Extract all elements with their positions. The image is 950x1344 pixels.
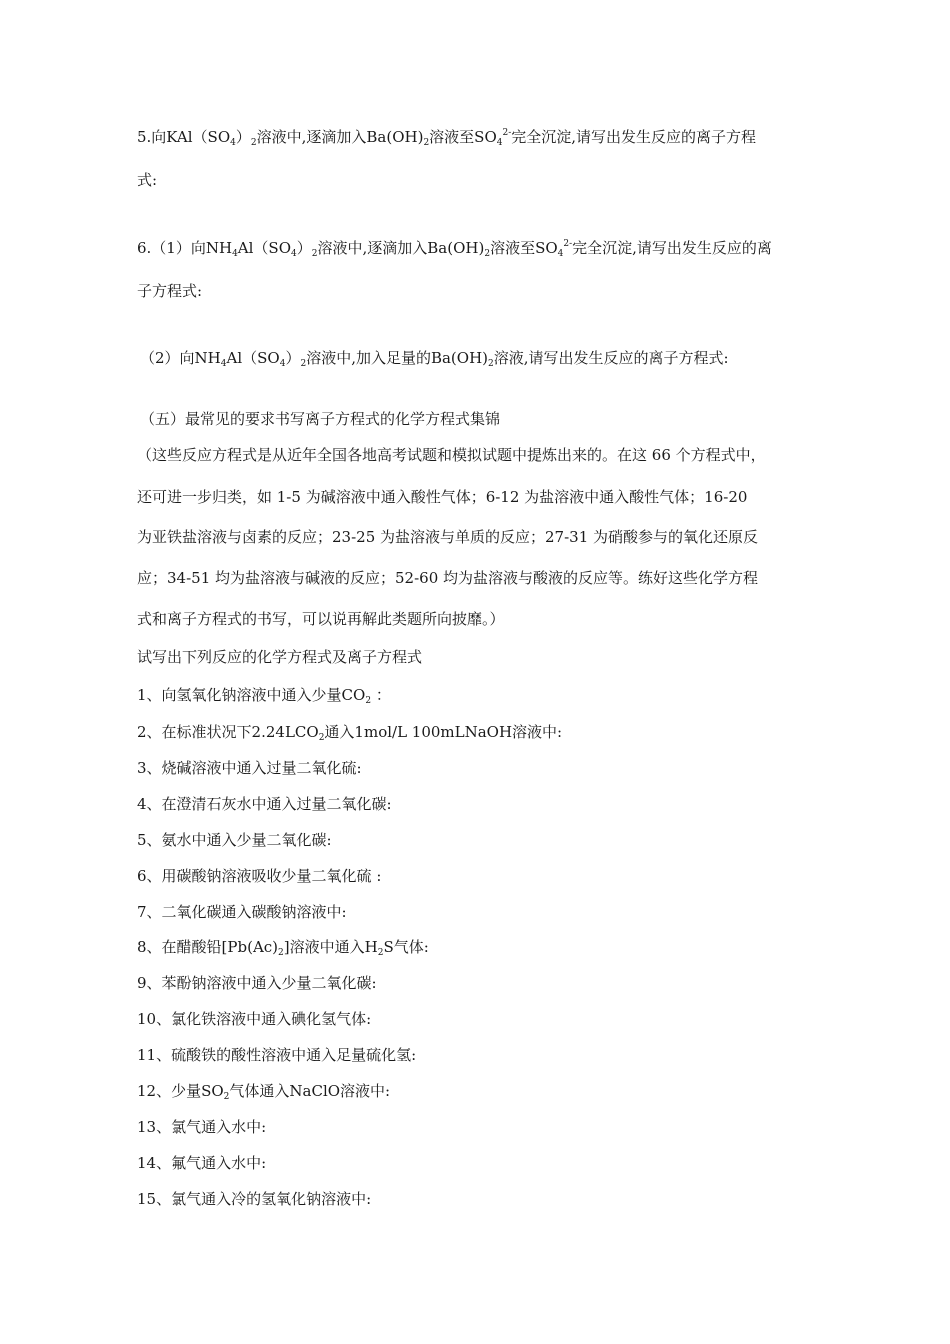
text: 溶液至SO xyxy=(429,128,497,146)
subscript: 2 xyxy=(318,733,325,742)
text: （2）向NH xyxy=(140,349,221,367)
subscript: 4 xyxy=(279,359,286,368)
text: ]溶液中通入H xyxy=(283,938,378,956)
text: 通入1mol/L 100mLNaOH溶液中: xyxy=(324,723,563,741)
item-1 xyxy=(137,685,827,705)
item-10: 10、氯化铁溶液中通入碘化氢气体: xyxy=(137,1010,372,1028)
item-3: 3、烧碱溶液中通入过量二氧化硫: xyxy=(137,759,362,777)
item-8 xyxy=(137,937,827,957)
text: 5.向KAl（SO xyxy=(137,128,231,146)
item-11: 11、硫酸铁的酸性溶液中通入足量硫化氢: xyxy=(137,1046,417,1064)
text: ） xyxy=(235,128,251,146)
subscript: 2 xyxy=(423,138,430,147)
text: ： xyxy=(371,686,391,704)
text: Al（SO xyxy=(237,239,292,257)
text: ） xyxy=(285,349,301,367)
text: 完全沉淀,请写出发生反应的离 xyxy=(572,239,772,257)
subscript: 2 xyxy=(300,359,307,368)
item-5: 5、氨水中通入少量二氧化碳: xyxy=(137,831,332,849)
intro-line-4: 应；34-51 均为盐溶液与碱液的反应；52-60 均为盐溶液与酸液的反应等。练好这些化学方程 xyxy=(137,569,759,587)
text: 2、在标准状况下2.24LCO xyxy=(137,723,319,741)
instruction: 试写出下列反应的化学方程式及离子方程式 xyxy=(137,648,423,666)
text: 6.（1）向NH xyxy=(137,239,233,257)
intro-line-3: 为亚铁盐溶液与卤素的反应；23-25 为盐溶液与单质的反应；27-31 为硝酸参与的氧化还原反 xyxy=(137,528,759,546)
intro-line-5: 式和离子方程式的书写，可以说再解此类题所向披靡。） xyxy=(137,610,505,628)
subscript: 4 xyxy=(220,359,227,368)
question-5-line-1 xyxy=(137,127,827,147)
item-15: 15、氯气通入冷的氢氧化钠溶液中: xyxy=(137,1190,372,1208)
subscript: 2 xyxy=(488,359,494,368)
subscript: 2 xyxy=(311,249,318,258)
text: ） xyxy=(296,239,312,257)
item-2 xyxy=(137,722,827,742)
subscript: 4 xyxy=(557,249,564,258)
question-6-2-line xyxy=(140,348,830,368)
text: 气体通入NaClO溶液中: xyxy=(229,1082,391,1100)
item-14: 14、氟气通入水中: xyxy=(137,1154,267,1172)
item-7: 7、二氧化碳通入碳酸钠溶液中: xyxy=(137,903,347,921)
item-4: 4、在澄清石灰水中通入过量二氧化碳: xyxy=(137,795,392,813)
question-6-1-line-2: 子方程式: xyxy=(137,282,203,300)
subscript: 2 xyxy=(377,948,384,957)
subscript: 4 xyxy=(230,138,236,147)
subscript: 2 xyxy=(484,249,491,258)
text: 溶液中,逐滴加入Ba(OH) xyxy=(317,239,485,257)
text: S气体: xyxy=(383,938,429,956)
intro-line-1: （这些反应方程式是从近年全国各地高考试题和模拟试题中提炼出来的。在这 66 个方程式中， xyxy=(137,446,766,464)
subscript: 2 xyxy=(365,696,372,705)
subscript: 2 xyxy=(250,138,257,147)
subscript: 4 xyxy=(496,138,503,147)
text: 溶液中,加入足量的Ba(OH) xyxy=(306,349,489,367)
item-9: 9、苯酚钠溶液中通入少量二氧化碳: xyxy=(137,974,377,992)
subscript: 4 xyxy=(291,249,297,258)
superscript: 2- xyxy=(502,128,512,138)
item-12 xyxy=(137,1081,827,1101)
text: 溶液中,逐滴加入Ba(OH) xyxy=(256,128,424,146)
text: 8、在醋酸铅[Pb(Ac) xyxy=(137,938,279,956)
subscript: 4 xyxy=(232,249,238,258)
question-5-line-2: 式: xyxy=(137,171,158,189)
text: Al（SO xyxy=(226,349,280,367)
item-6: 6、用碳酸钠溶液吸收少量二氧化硫 : xyxy=(137,867,382,885)
item-13: 13、氯气通入水中: xyxy=(137,1118,267,1136)
text: 溶液,请写出发生反应的离子方程式: xyxy=(493,349,729,367)
section-heading: （五）最常见的要求书写离子方程式的化学方程式集锦 xyxy=(140,410,501,428)
superscript: 2- xyxy=(563,239,573,249)
text: 溶液至SO xyxy=(490,239,558,257)
text: 1、向氢氧化钠溶液中通入少量CO xyxy=(137,686,366,704)
subscript: 2 xyxy=(278,948,284,957)
intro-line-2: 还可进一步归类，如 1-5 为碱溶液中通入酸性气体；6-12 为盐溶液中通入酸性气体；16-20 xyxy=(137,488,748,506)
subscript: 2 xyxy=(223,1092,230,1101)
text: 12、少量SO xyxy=(137,1082,224,1100)
question-6-1-line-1 xyxy=(137,238,827,258)
text: 完全沉淀,请写出发生反应的离子方程 xyxy=(511,128,757,146)
